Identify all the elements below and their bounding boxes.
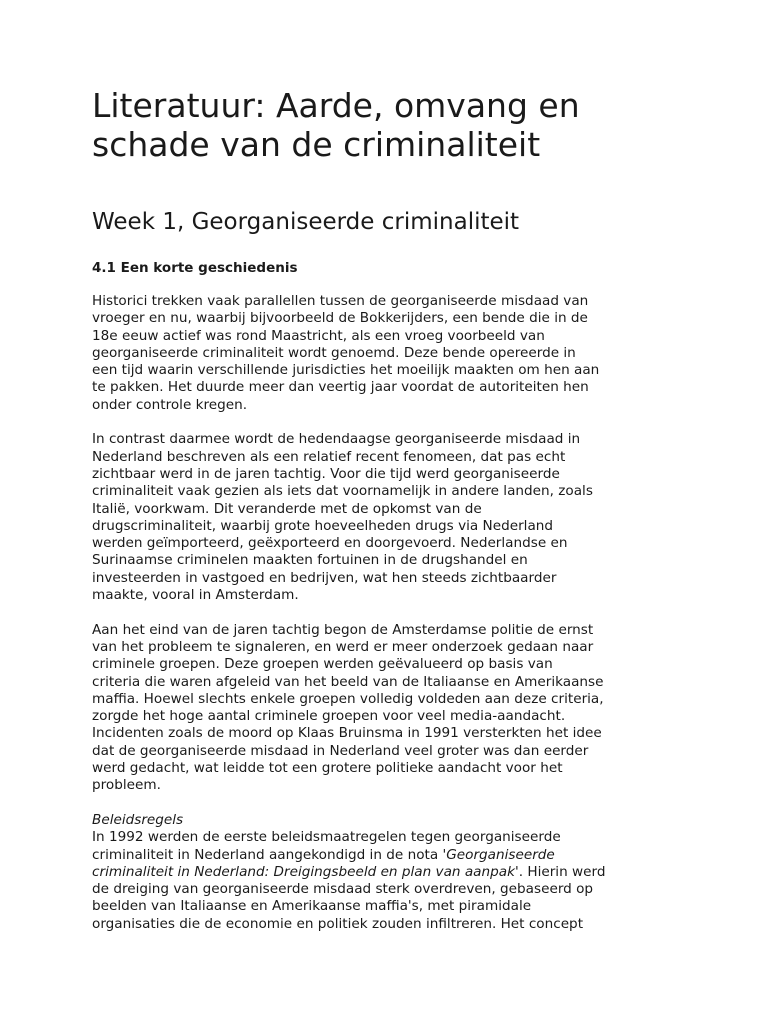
text-line: werden geïmporteerd, geëxporteerd en doorgevoerd. Nederlandse en [92, 535, 568, 552]
text-line: criteria die waren afgeleid van het beeld van de Italiaanse en Amerikaanse [92, 673, 604, 690]
text-line: zorgde het hoge aantal criminele groepen voor veel media-aandacht. [92, 708, 566, 725]
text-line: Historici trekken vaak parallellen tussen de georganiseerde misdaad van [92, 293, 589, 309]
text-line: In contrast daarmee wordt de hedendaagse georganiseerde misdaad in [92, 431, 581, 448]
text-line: vroeger en nu, waarbij bijvoorbeeld de Bokkerijders, een bende die in de [92, 310, 588, 327]
text-line: dat de georganiseerde misdaad in Nederland veel groter was dan eerder [92, 742, 589, 759]
text-line: drugscriminaliteit, waarbij grote hoeveelheden drugs via Nederland [92, 517, 554, 534]
text-line: investeerden in vastgoed en bedrijven, wat hen steeds zichtbaarder [92, 569, 557, 586]
text-line: 18e eeuw actief was rond Maastricht, als een vroeg voorbeeld van [92, 327, 545, 344]
text-line: In 1992 werden de eerste beleidsmaatregelen tegen georganiseerde [92, 829, 561, 846]
text-line: onder controle kregen. [92, 396, 248, 413]
text-fragment-italic: Georganiseerde [446, 846, 555, 863]
text-line: probleem. [92, 777, 161, 794]
subheading-text: Beleidsregels [92, 811, 184, 828]
text-line: criminele groepen. Deze groepen werden geëvalueerd op basis van [92, 656, 553, 673]
paragraph-gap [92, 795, 692, 812]
text-fragment-italic: criminaliteit in Nederland: Dreigingsbeeld en plan van aanpak [92, 863, 515, 880]
text-line: organisaties die de economie en politiek zouden infiltreren. Het concept [92, 915, 584, 932]
section-heading: 4.1 Een korte geschiedenis [92, 260, 298, 276]
text-fragment: '. Hierin werd [514, 863, 606, 880]
week-heading: Week 1, Georganiseerde criminaliteit [92, 209, 520, 235]
subheading [92, 812, 692, 829]
paragraph-1 [92, 293, 692, 414]
text-line: werd gedacht, wat leidde tot een grotere politieke aandacht voor het [92, 760, 563, 777]
text-line: een tijd waarin verschillende jurisdicties het moeilijk maakten om hen aan [92, 362, 600, 379]
text-line: maakte, vooral in Amsterdam. [92, 587, 299, 604]
text-line: maffia. Hoewel slechts enkele groepen volledig voldeden aan deze criteria, [92, 690, 604, 707]
paragraph-gap [92, 604, 692, 621]
text-line: beelden van Italiaanse en Amerikaanse maffia's, met piramidale [92, 898, 532, 915]
text-line: te pakken. Het duurde meer dan veertig jaar voordat de autoriteiten hen [92, 379, 589, 396]
text-line: de dreiging van georganiseerde misdaad sterk overdreven, gebaseerd op [92, 881, 594, 898]
document-title: Literatuur: Aarde, omvang en schade van de criminaliteit [92, 86, 580, 164]
paragraph-4 [92, 812, 692, 933]
text-line: Aan het eind van de jaren tachtig begon de Amsterdamse politie de ernst [92, 621, 594, 638]
text-line: zichtbaar werd in de jaren tachtig. Voor die tijd werd georganiseerde [92, 465, 560, 482]
text-line: van het probleem te signaleren, en werd er meer onderzoek gedaan naar [92, 638, 594, 655]
paragraph-gap [92, 414, 692, 431]
text-line: Italië, voorkwam. Dit veranderde met de opkomst van de [92, 500, 482, 517]
text-line [92, 847, 692, 864]
text-line: georganiseerde criminaliteit wordt genoemd. Deze bende opereerde in [92, 344, 576, 361]
paragraph-3 [92, 622, 692, 795]
text-line [92, 864, 692, 881]
text-fragment: criminaliteit in Nederland aangekondigd in de nota ' [92, 846, 447, 863]
text-line: criminaliteit vaak gezien als iets dat voornamelijk in andere landen, zoals [92, 483, 593, 500]
text-line: Surinaamse criminelen maakten fortuinen in de drugshandel en [92, 552, 528, 569]
document-body [92, 293, 692, 933]
text-line: Nederland beschreven als een relatief recent fenomeen, dat pas echt [92, 448, 566, 465]
paragraph-2 [92, 431, 692, 604]
text-line: Incidenten zoals de moord op Klaas Bruinsma in 1991 versterkten het idee [92, 725, 602, 742]
